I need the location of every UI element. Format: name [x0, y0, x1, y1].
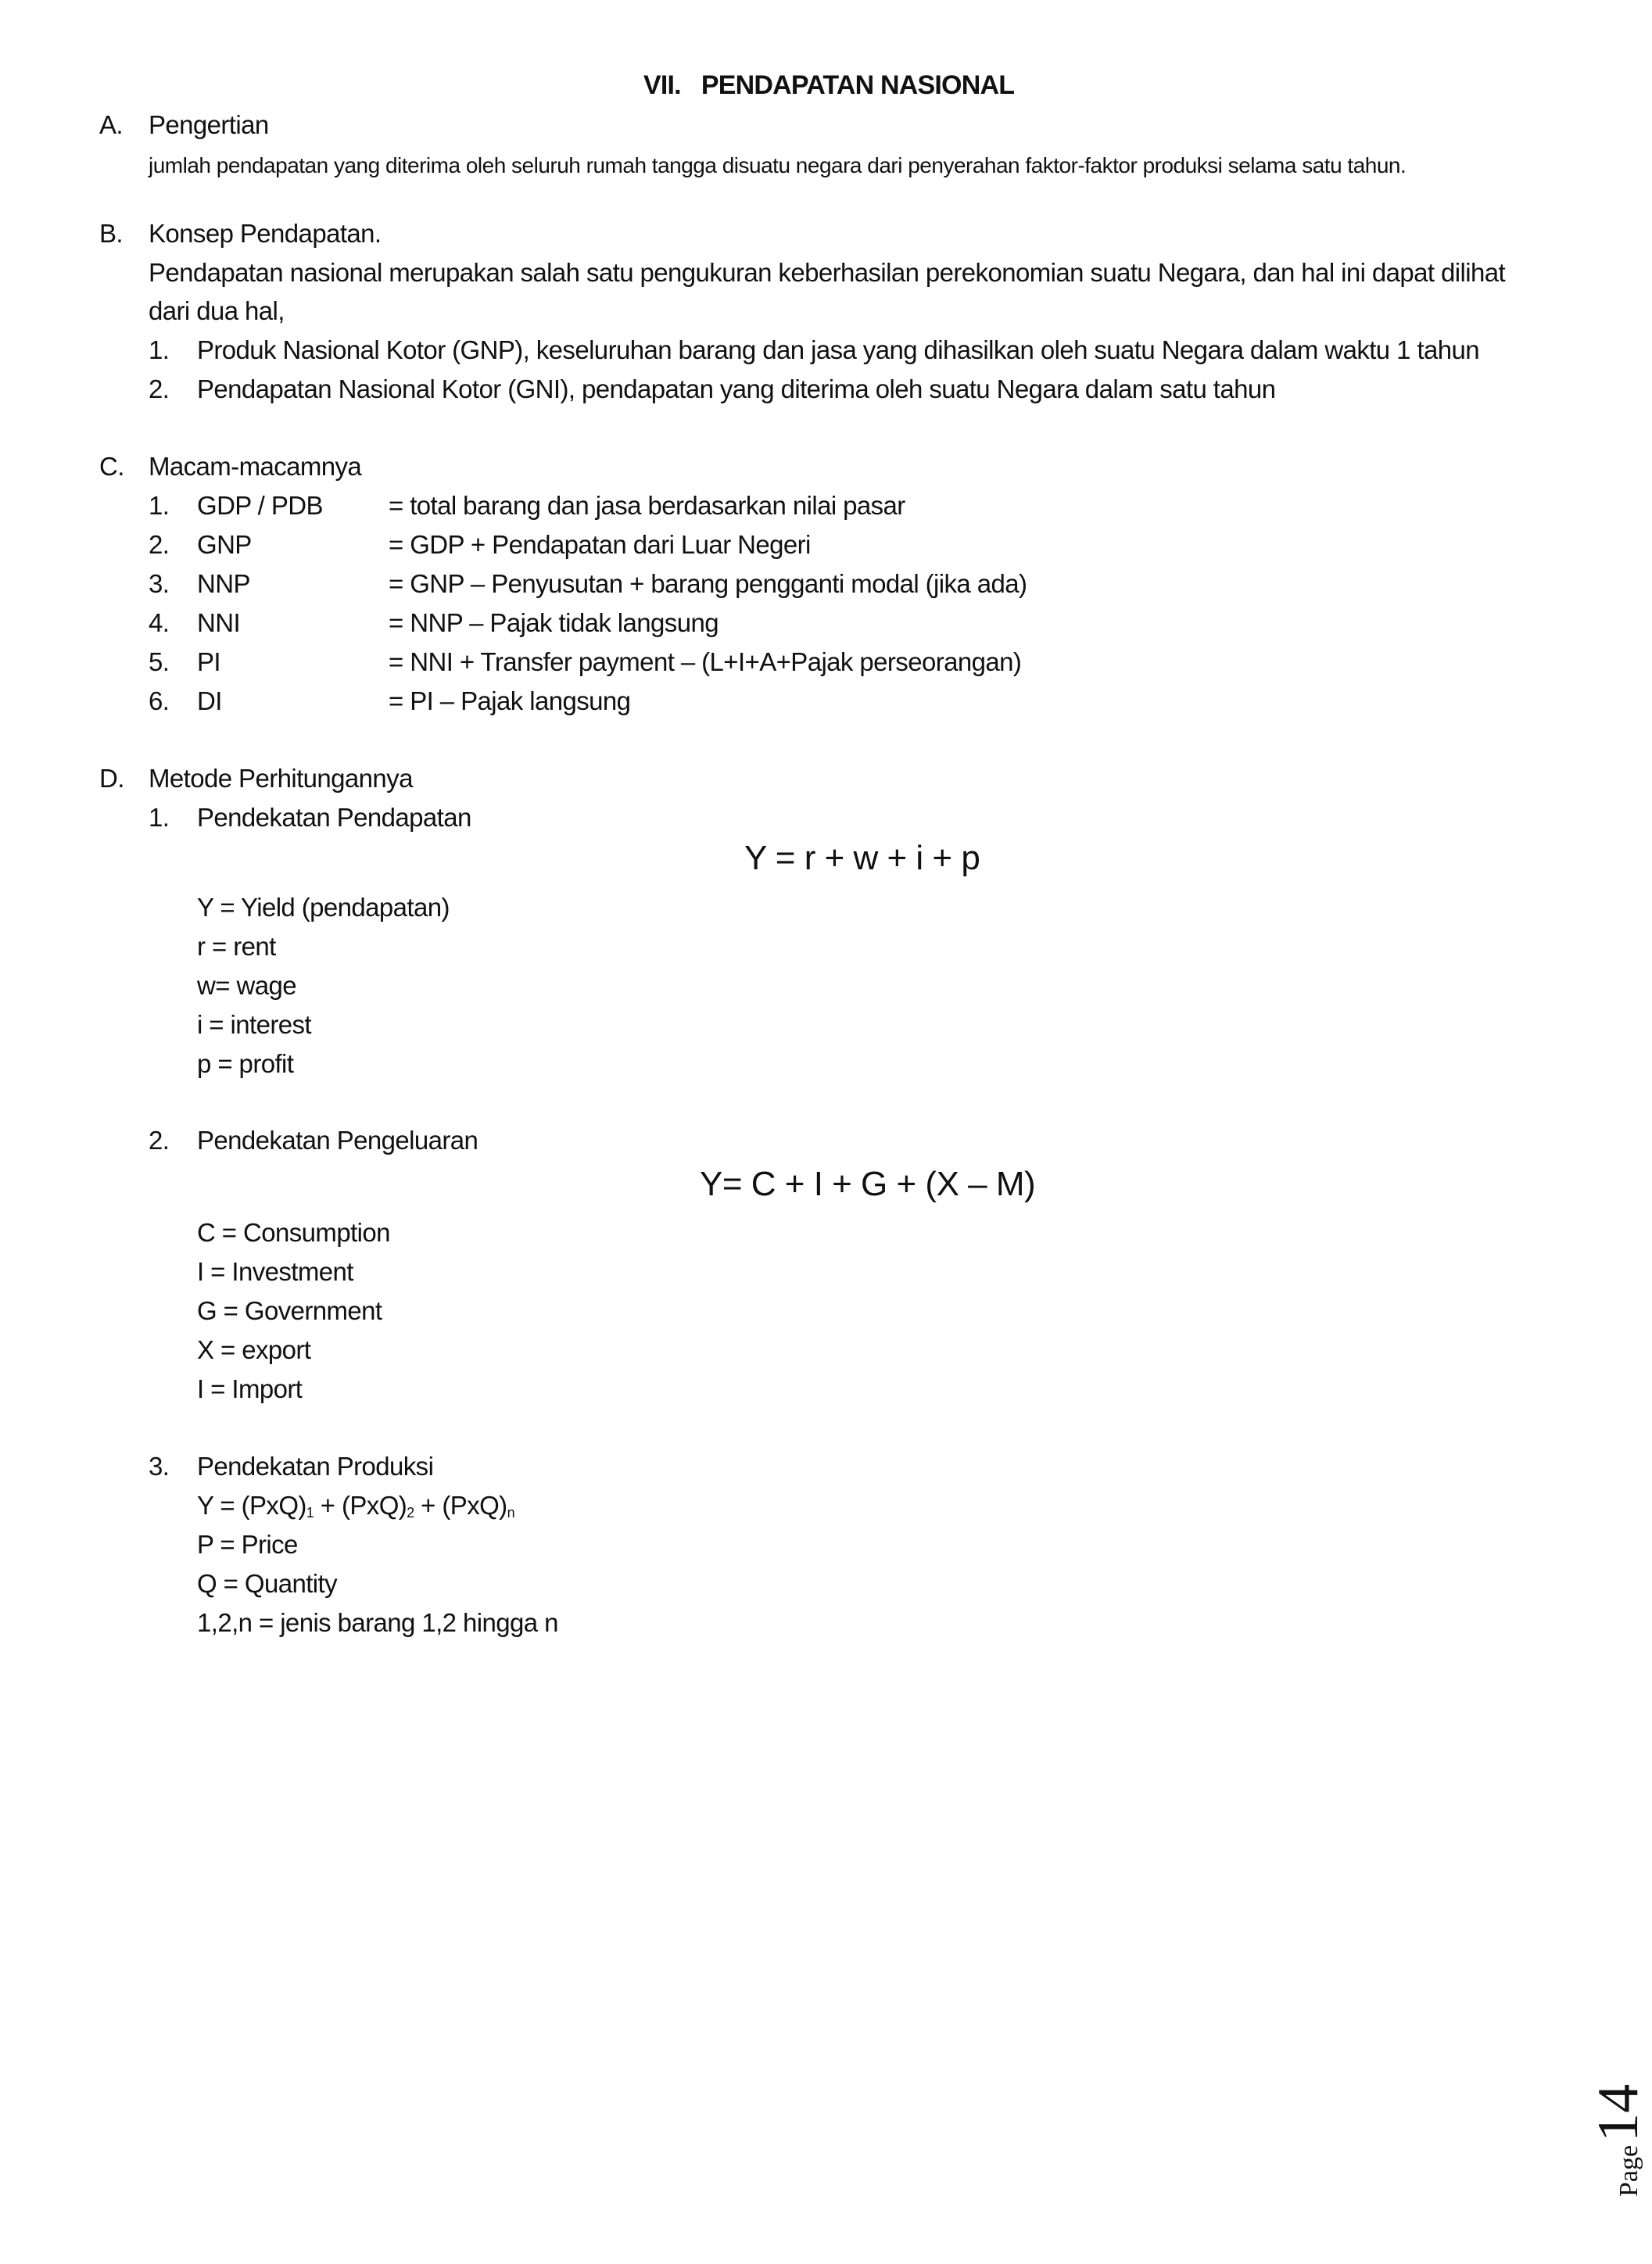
- section-c-item-5-number: 5.: [149, 647, 170, 676]
- section-c-item-6-number: 6.: [149, 686, 170, 715]
- section-c-item-2-definition: = GDP + Pendapatan dari Luar Negeri: [389, 530, 811, 559]
- method-3-formula-subscript: 2: [407, 1505, 414, 1521]
- method-1-variable: w= wage: [197, 971, 296, 1000]
- section-c-heading: Macam-macamnya: [149, 452, 362, 481]
- page-label: Page: [1614, 2144, 1643, 2197]
- method-3-formula-subscript: 1: [306, 1505, 314, 1521]
- page-number-rotated: [1586, 2084, 1652, 2197]
- method-1-variable: Y = Yield (pendapatan): [197, 893, 450, 922]
- section-c-item-3-number: 3.: [149, 569, 170, 598]
- method-3-formula-part: Y = (PxQ): [197, 1491, 306, 1520]
- page-number: [1532, 2072, 1650, 2205]
- method-2-variable: X = export: [197, 1335, 311, 1364]
- section-b-item-1-text: Produk Nasional Kotor (GNP), keseluruhan barang dan jasa yang dihasilkan oleh suatu Negara dalam waktu 1 tahun: [197, 335, 1480, 364]
- method-3-formula-part: + (PxQ): [414, 1491, 507, 1520]
- method-2-formula: Y= C + I + G + (X – M): [700, 1165, 1036, 1203]
- section-c-item-3-definition: = GNP – Penyusutan + barang pengganti modal (jika ada): [389, 569, 1027, 598]
- section-c-item-5-definition: = NNI + Transfer payment – (L+I+A+Pajak perseorangan): [389, 647, 1022, 676]
- section-b-item-2-number: 2.: [149, 374, 170, 403]
- section-a-letter: A.: [99, 110, 123, 139]
- section-b-item-1-number: 1.: [149, 335, 170, 364]
- section-d-heading: Metode Perhitungannya: [149, 764, 413, 793]
- method-1-heading: Pendekatan Pendapatan: [197, 803, 471, 832]
- section-b-heading: Konsep Pendapatan.: [149, 219, 382, 248]
- section-c-item-6-term: DI: [197, 686, 222, 715]
- method-3-formula: [197, 1491, 514, 1521]
- chapter-title-text: PENDAPATAN NASIONAL: [701, 70, 1015, 100]
- method-3-number: 3.: [149, 1452, 170, 1481]
- method-1-variable: i = interest: [197, 1010, 311, 1039]
- section-c-item-1-term: GDP / PDB: [197, 491, 323, 520]
- section-c-item-1-number: 1.: [149, 491, 170, 520]
- section-d-letter: D.: [99, 764, 124, 793]
- method-3-formula-subscript: n: [507, 1505, 514, 1521]
- method-1-variable: p = profit: [197, 1049, 294, 1078]
- section-c-item-4-definition: = NNP – Pajak tidak langsung: [389, 608, 718, 637]
- section-a-body: jumlah pendapatan yang diterima oleh seluruh rumah tangga disuatu negara dari penyerahan faktor-faktor produksi selama satu tahun.: [149, 153, 1407, 177]
- method-2-variable: I = Investment: [197, 1257, 353, 1286]
- section-c-item-5-term: PI: [197, 647, 220, 676]
- section-c-item-4-term: NNI: [197, 608, 241, 637]
- method-1-formula: Y = r + w + i + p: [744, 839, 980, 877]
- section-b-body-line2: dari dua hal,: [149, 296, 285, 325]
- section-b-body-line1: Pendapatan nasional merupakan salah satu pengukuran keberhasilan perekonomian suatu Negara, dan hal ini dapat dilihat: [149, 258, 1506, 287]
- method-3-variable: Q = Quantity: [197, 1569, 337, 1598]
- section-c-item-1-definition: = total barang dan jasa berdasarkan nilai pasar: [389, 491, 905, 520]
- method-2-variable: I = Import: [197, 1374, 303, 1403]
- section-a-heading: Pengertian: [149, 110, 269, 139]
- section-c-letter: C.: [99, 452, 124, 481]
- chapter-title: [643, 70, 1014, 101]
- method-3-heading: Pendekatan Produksi: [197, 1452, 434, 1481]
- method-3-formula-part: + (PxQ): [314, 1491, 407, 1520]
- section-c-item-2-number: 2.: [149, 530, 170, 559]
- section-c-item-6-definition: = PI – Pajak langsung: [389, 686, 631, 715]
- method-1-variable: r = rent: [197, 932, 276, 961]
- section-c-item-4-number: 4.: [149, 608, 170, 637]
- method-3-variable: P = Price: [197, 1530, 298, 1559]
- method-1-number: 1.: [149, 803, 170, 832]
- section-b-letter: B.: [99, 219, 123, 248]
- method-3-variable: 1,2,n = jenis barang 1,2 hingga n: [197, 1608, 558, 1637]
- page-number-value: 14: [1586, 2083, 1650, 2142]
- method-2-variable: G = Government: [197, 1296, 382, 1325]
- section-c-item-3-term: NNP: [197, 569, 250, 598]
- method-2-variable: C = Consumption: [197, 1218, 390, 1247]
- chapter-number: VII.: [643, 70, 681, 100]
- method-2-heading: Pendekatan Pengeluaran: [197, 1126, 478, 1155]
- section-b-item-2-text: Pendapatan Nasional Kotor (GNI), pendapatan yang diterima oleh suatu Negara dalam satu tahun: [197, 374, 1276, 403]
- section-c-item-2-term: GNP: [197, 530, 252, 559]
- method-2-number: 2.: [149, 1126, 170, 1155]
